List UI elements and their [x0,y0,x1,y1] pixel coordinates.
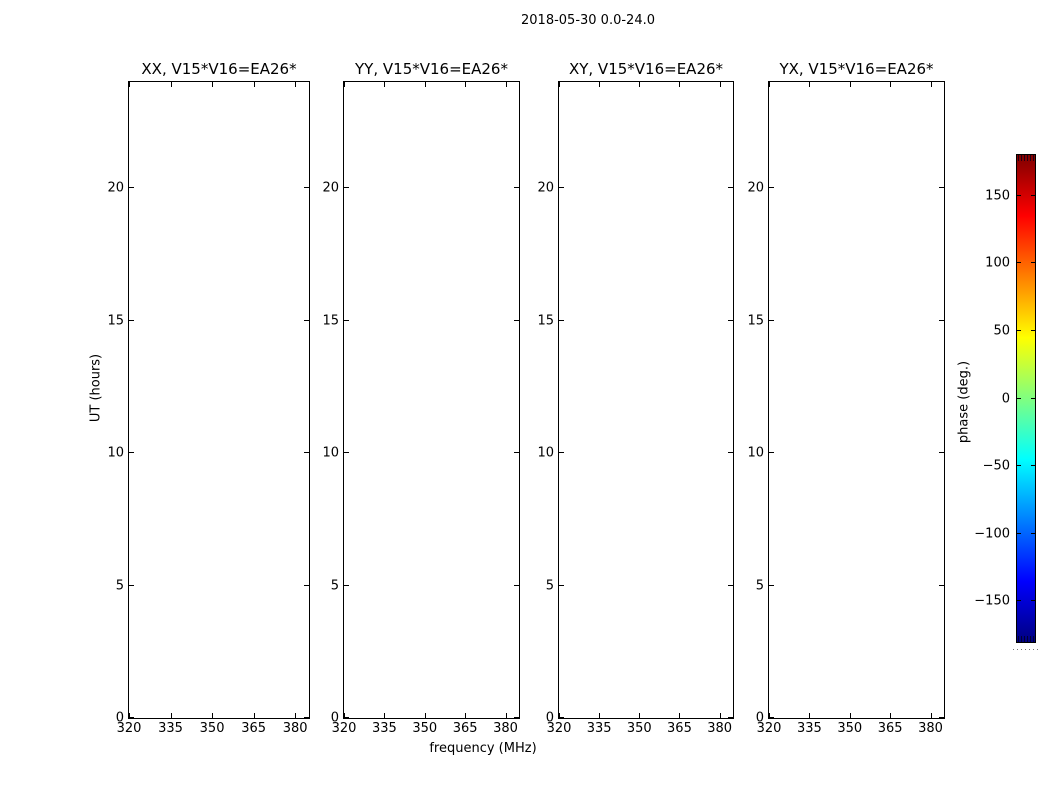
colorbar [974,154,1036,643]
y-tick-mark [769,717,774,718]
y-tick-mark [559,452,564,453]
x-tick-mark [850,713,851,718]
x-tick-mark [931,713,932,718]
x-tick-label: 320 [331,721,357,736]
y-tick-label: 0 [330,710,339,726]
y-tick-mark [769,187,774,188]
colorbar-tick-label: 0 [1001,391,1010,406]
x-tick-mark [425,82,426,87]
x-tick-label: 350 [412,721,438,736]
x-tick-mark [506,82,507,87]
colorbar-tick-label: 150 [985,188,1010,204]
colorbar-tick-mark [1031,330,1035,331]
x-tick-mark [171,82,172,87]
y-tick-mark [514,320,519,321]
x-tick-mark [599,82,600,87]
subplot-xx-title: XX, V15*V16=EA26* [141,59,297,78]
y-tick-mark [728,187,733,188]
y-tick-label: 0 [755,710,764,726]
y-axis-label: UT (hours) [88,353,104,423]
y-tick-mark [939,717,944,718]
y-tick-mark [728,585,733,586]
x-tick-mark [639,713,640,718]
colorbar-underline-dots [1013,649,1039,650]
x-tick-mark [129,82,130,87]
x-tick-label: 350 [837,721,863,736]
y-tick-mark [728,717,733,718]
x-tick-mark [212,82,213,87]
y-tick-mark [344,187,349,188]
x-tick-mark [254,82,255,87]
subplot-xy-title: XY, V15*V16=EA26* [568,59,724,78]
subplot-xx-plot-area [107,82,309,736]
colorbar-segment-marks-top [1018,155,1034,161]
subplot-yy-title: YY, V15*V16=EA26* [355,59,508,78]
colorbar-tick-mark [1017,330,1021,331]
x-tick-label: 380 [707,721,733,736]
y-tick-mark [514,187,519,188]
x-tick-mark [850,82,851,87]
colorbar-tick-label: 50 [993,323,1010,339]
subplot-yy-plot-area [322,82,519,736]
y-tick-label: 5 [115,578,124,593]
y-tick-mark [939,187,944,188]
x-tick-label: 365 [667,721,692,736]
subplot-yx-plot-area [747,82,944,736]
x-tick-mark [465,713,466,718]
y-tick-mark [559,187,564,188]
y-tick-mark [304,452,309,453]
x-tick-label: 365 [877,721,903,736]
x-tick-mark [295,713,296,718]
colorbar-tick-mark [1017,600,1021,601]
y-tick-mark [344,585,349,586]
colorbar-tick-mark [1031,533,1035,534]
x-tick-mark [559,82,560,87]
x-tick-mark [295,82,296,87]
x-axis-label: frequency (MHz) [429,741,537,756]
x-tick-label: 320 [116,721,142,736]
x-tick-label: 380 [493,721,518,736]
colorbar-tick-mark [1031,600,1035,601]
y-tick-mark [304,320,309,321]
x-tick-label: 335 [796,721,822,736]
y-tick-mark [769,320,774,321]
x-tick-label: 335 [158,721,183,736]
y-tick-mark [514,717,519,718]
x-tick-label: 350 [199,721,225,736]
colorbar-tick-mark [1017,398,1021,399]
colorbar-tick-mark [1017,533,1021,534]
y-tick-label: 5 [330,578,339,593]
y-tick-mark [129,320,134,321]
y-tick-mark [304,187,309,188]
x-tick-label: 365 [452,721,478,736]
subplot-yx-title: YX, V15*V16=EA26* [779,59,934,78]
subplot-xx [107,59,310,736]
y-tick-label: 20 [322,180,339,196]
y-tick-mark [559,320,564,321]
y-tick-mark [344,717,349,718]
y-tick-label: 15 [747,313,764,328]
y-tick-mark [344,452,349,453]
subplot-xy-plot-area [537,82,733,736]
subplot-xy [537,59,734,736]
y-tick-mark [559,717,564,718]
y-tick-label: 10 [537,445,554,461]
x-tick-label: 365 [241,721,267,736]
x-tick-mark [384,82,385,87]
y-tick-label: 20 [537,180,554,196]
colorbar-tick-mark [1017,195,1021,196]
y-tick-label: 10 [747,445,764,461]
y-tick-mark [304,717,309,718]
x-tick-mark [639,82,640,87]
y-tick-mark [514,585,519,586]
x-tick-mark [809,713,810,718]
x-tick-label: 350 [626,721,652,736]
x-tick-mark [720,713,721,718]
x-tick-label: 320 [756,721,782,736]
x-tick-label: 380 [282,721,308,736]
y-tick-label: 20 [107,180,124,196]
y-tick-mark [728,452,733,453]
y-tick-mark [559,585,564,586]
x-tick-mark [769,82,770,87]
colorbar-tick-label: −50 [982,458,1010,474]
colorbar-tick-mark [1017,465,1021,466]
y-tick-label: 10 [322,445,339,461]
y-tick-label: 15 [107,313,124,328]
x-tick-mark [506,713,507,718]
y-tick-label: 0 [545,710,554,726]
colorbar-label: phase (deg.) [956,360,972,444]
subplot-yx [747,59,945,736]
x-tick-mark [931,82,932,87]
y-tick-mark [304,585,309,586]
x-tick-mark [425,713,426,718]
y-tick-label: 0 [115,710,124,726]
y-tick-mark [939,585,944,586]
x-tick-mark [599,713,600,718]
y-tick-label: 10 [107,445,124,461]
x-tick-label: 335 [586,721,612,736]
y-tick-mark [769,452,774,453]
x-tick-mark [171,713,172,718]
colorbar-segment-marks-bottom [1018,636,1034,642]
x-tick-mark [344,82,345,87]
colorbar-tick-label: −150 [974,593,1010,609]
y-tick-mark [769,585,774,586]
y-tick-label: 5 [545,578,554,593]
colorbar-tick-mark [1017,262,1021,263]
y-tick-label: 5 [755,578,764,593]
x-tick-mark [679,82,680,87]
figure-suptitle: 2018-05-30 0.0-24.0 [521,13,655,28]
y-tick-label: 15 [322,313,339,328]
colorbar-tick-mark [1031,262,1035,263]
colorbar-tick-mark [1031,398,1035,399]
x-tick-mark [254,713,255,718]
y-tick-mark [129,452,134,453]
y-tick-mark [129,585,134,586]
y-tick-label: 15 [537,313,554,328]
y-tick-mark [129,187,134,188]
x-tick-mark [465,82,466,87]
x-tick-label: 320 [546,721,572,736]
y-tick-mark [514,452,519,453]
colorbar-tick-label: 100 [985,255,1010,271]
subplot-yy [322,59,520,736]
x-tick-mark [809,82,810,87]
y-tick-label: 20 [747,180,764,196]
x-tick-mark [890,82,891,87]
y-tick-mark [939,452,944,453]
y-tick-mark [344,320,349,321]
x-tick-label: 335 [371,721,397,736]
x-tick-mark [720,82,721,87]
y-tick-mark [939,320,944,321]
colorbar-tick-mark [1031,195,1035,196]
y-tick-mark [129,717,134,718]
x-tick-mark [384,713,385,718]
x-tick-mark [212,713,213,718]
colorbar-gradient [1017,155,1035,642]
colorbar-tick-mark [1031,465,1035,466]
x-tick-label: 380 [918,721,943,736]
y-tick-mark [728,320,733,321]
colorbar-tick-label: −100 [974,526,1010,542]
x-tick-mark [890,713,891,718]
x-tick-mark [679,713,680,718]
